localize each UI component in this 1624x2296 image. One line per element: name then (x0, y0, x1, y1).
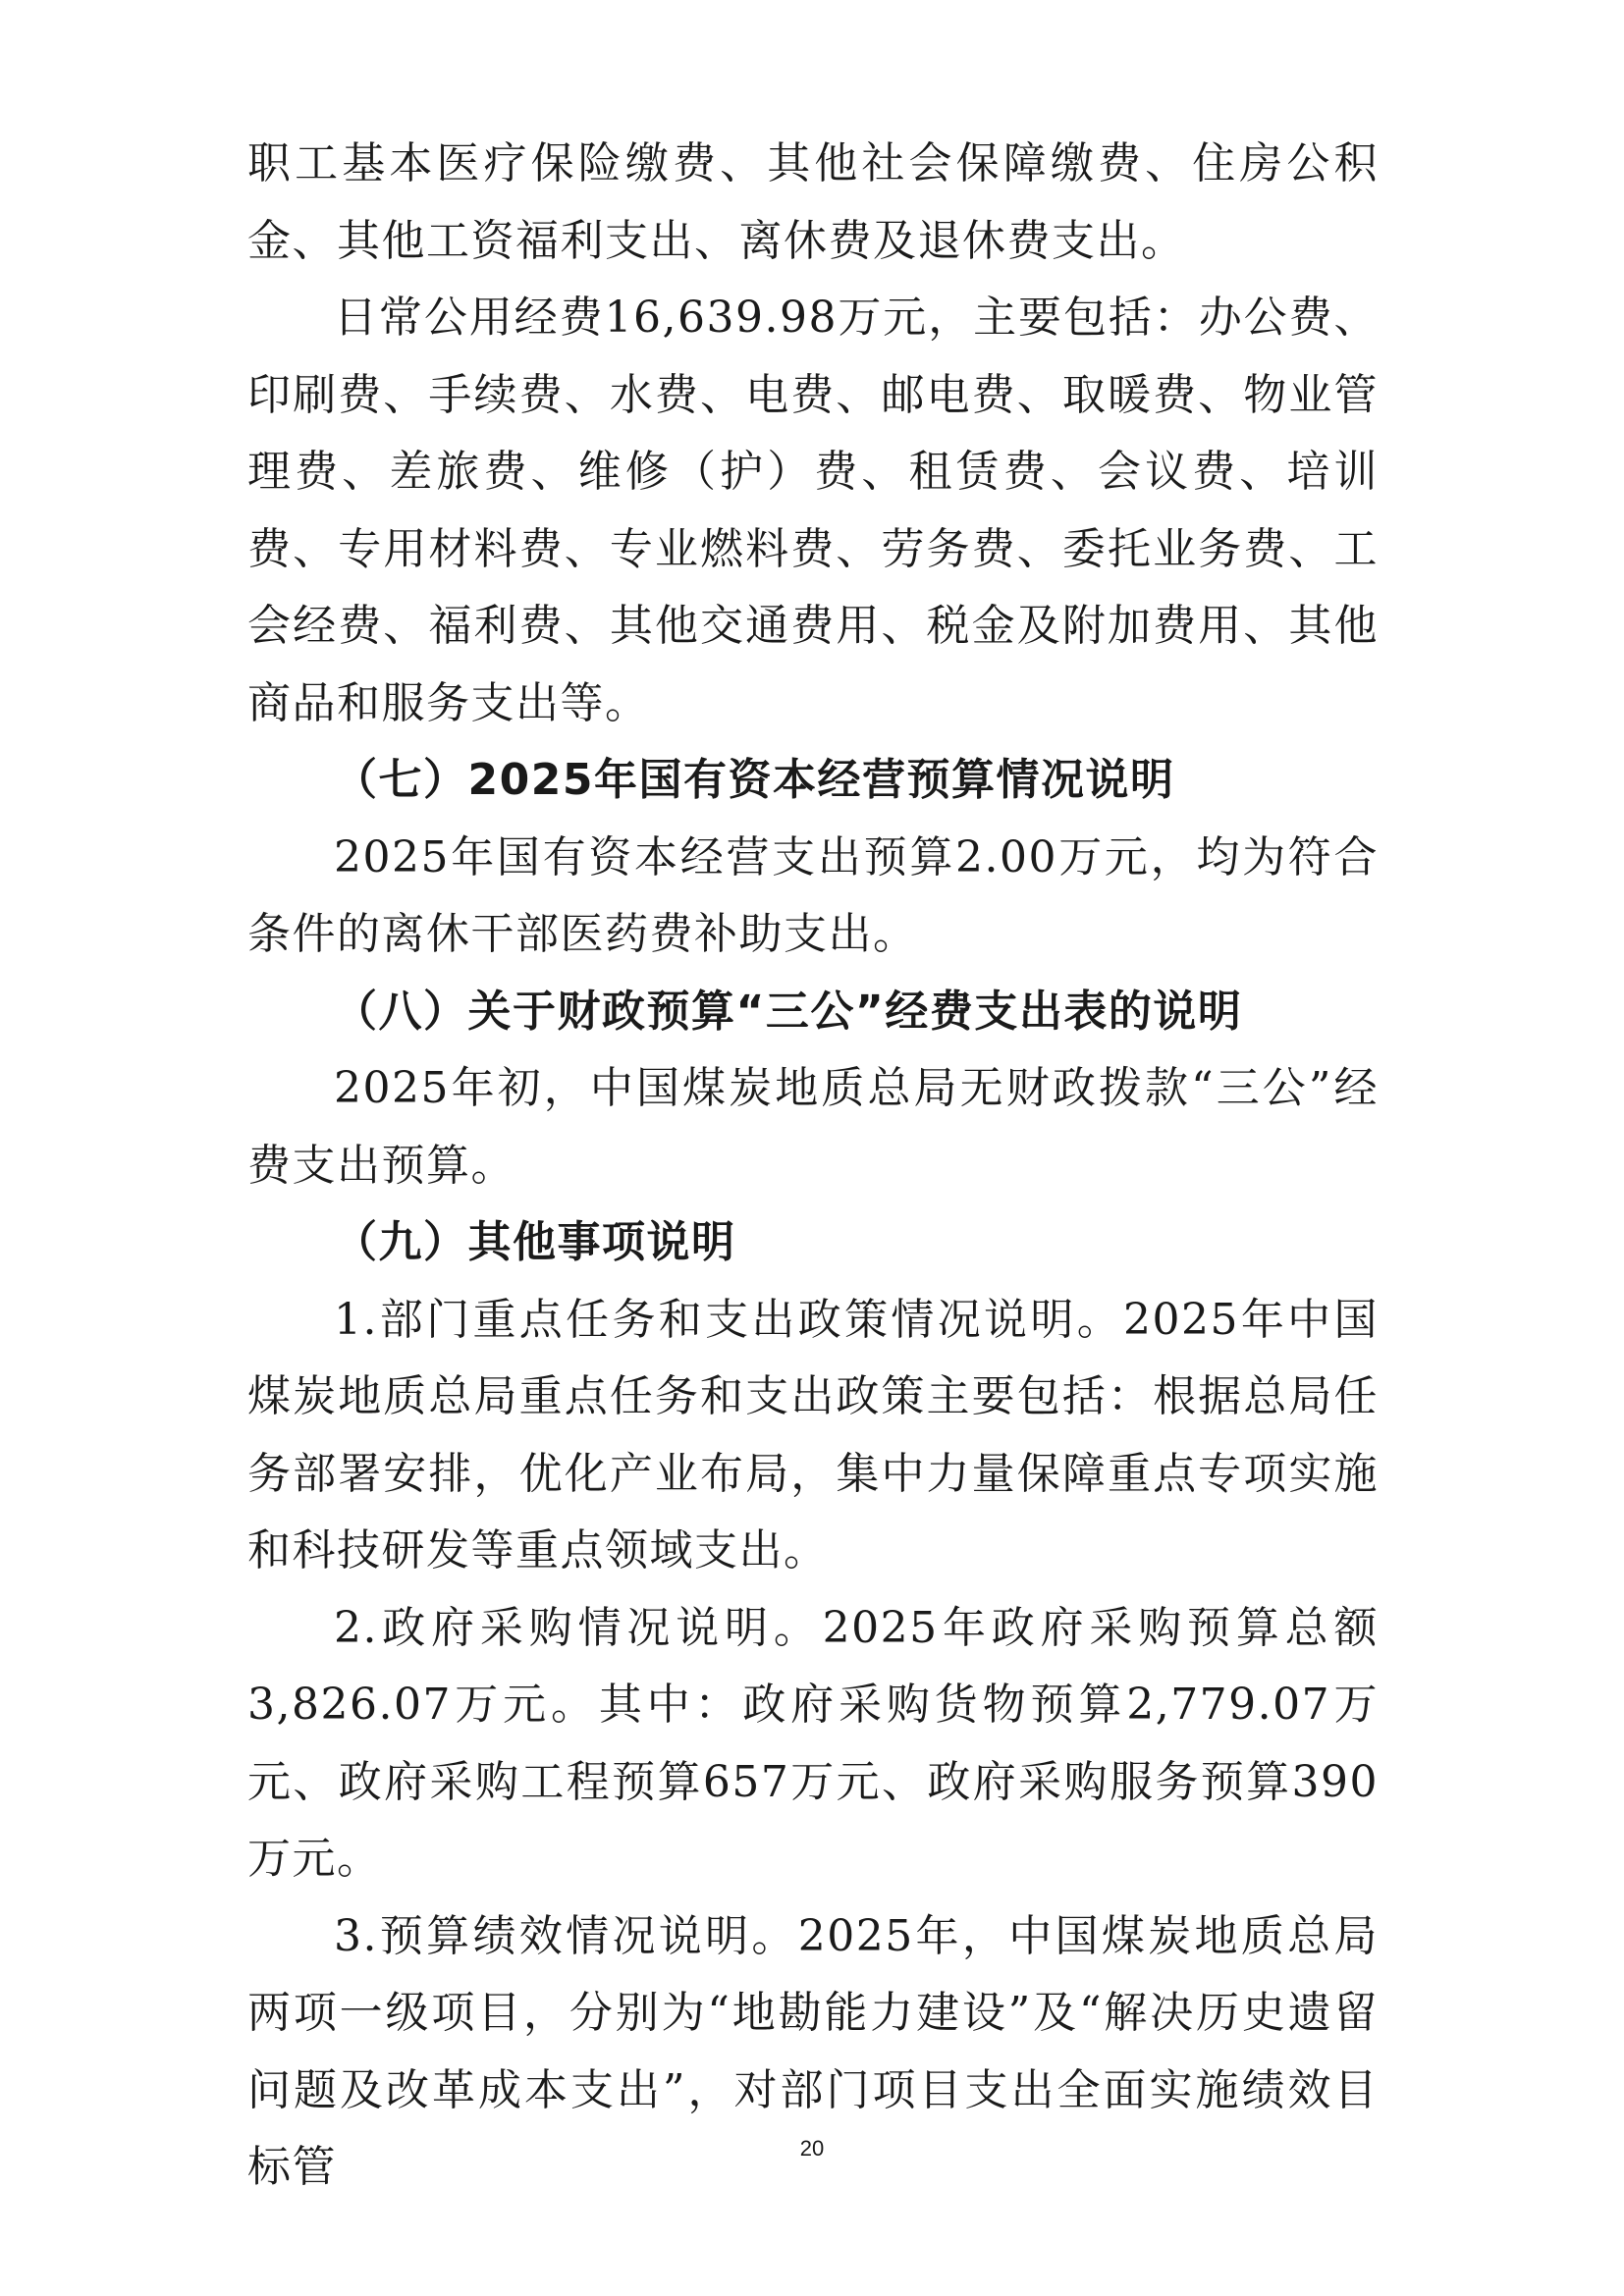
section-heading-8: （八）关于财政预算“三公”经费支出表的说明 (334, 986, 1243, 1037)
paragraph-three-public-expenses: 2025年初，中国煤炭地质总局无财政拨款“三公”经费支出预算。 (247, 1063, 1379, 1191)
paragraph-government-procurement: 2.政府采购情况说明。2025年政府采购预算总额3,826.07万元。其中：政府采购货物预算2,779.07万元、政府采购工程预算657万元、政府采购服务预算390万元。 (247, 1602, 1379, 1884)
paragraph-key-tasks: 1.部门重点任务和支出政策情况说明。2025年中国煤炭地质总局重点任务和支出政策主要包括：根据总局任务部署安排，优化产业布局，集中力量保障重点专项实施和科技研发等重点领域支出。 (247, 1294, 1379, 1575)
page-number: 20 (799, 2136, 825, 2161)
section-heading-7: （七）2025年国有资本经营预算情况说明 (334, 755, 1175, 805)
section-heading-9: （九）其他事项说明 (334, 1217, 736, 1267)
document-body (247, 126, 1379, 2207)
paragraph-continuation: 职工基本医疗保险缴费、其他社会保障缴费、住房公积金、其他工资福利支出、离休费及退休费支出。 (247, 138, 1379, 266)
paragraph-performance: 3.预算绩效情况说明。2025年，中国煤炭地质总局两项一级项目，分别为“地勘能力建设”及“解决历史遗留问题及改革成本支出”，对部门项目支出全面实施绩效目标管 (247, 1910, 1379, 2192)
paragraph-daily-public-expenses: 日常公用经费16,639.98万元，主要包括：办公费、印刷费、手续费、水费、电费、邮电费、取暖费、物业管理费、差旅费、维修（护）费、租赁费、会议费、培训费、专用材料费、专业燃料费、劳务费、委托业务费、工会经费、福利费、其他交通费用、税金及附加费用、其他商品和服务支出等。 (247, 293, 1379, 728)
paragraph-state-capital-budget: 2025年国有资本经营支出预算2.00万元，均为符合条件的离休干部医药费补助支出。 (247, 831, 1379, 959)
